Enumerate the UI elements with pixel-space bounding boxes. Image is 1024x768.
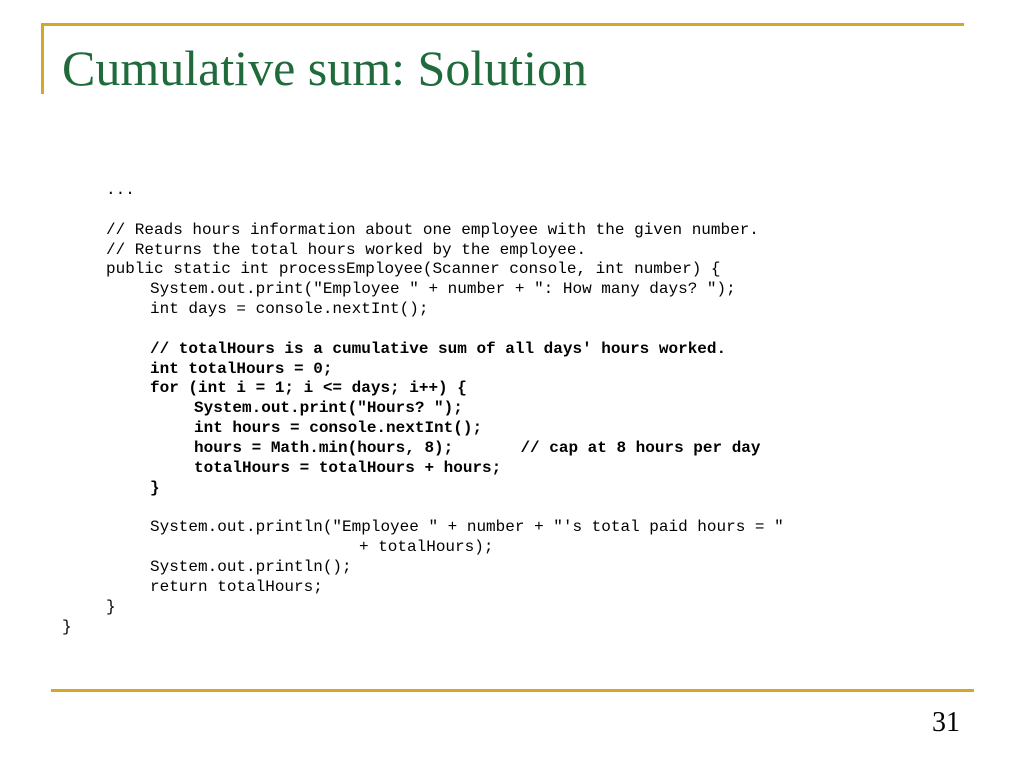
code-line: System.out.print("Employee " + number + ": How many days? "); [150,280,736,299]
code-line: public static int processEmployee(Scanner console, int number) { [106,260,721,279]
code-line: int days = console.nextInt(); [150,300,429,319]
code-line [62,320,784,340]
code-line-highlighted: System.out.print("Hours? "); [194,399,463,418]
code-line: // Reads hours information about one employee with the given number. [106,220,759,239]
code-line-highlighted: int totalHours = 0; [150,359,333,378]
code-line: return totalHours; [150,577,323,596]
code-line: } [62,617,72,636]
left-accent-rule [41,23,44,94]
code-line: // Returns the total hours worked by the employee. [106,240,587,259]
page-number: 31 [932,707,960,738]
code-line-highlighted: for (int i = 1; i <= days; i++) { [150,379,467,398]
footer-accent-rule [51,689,974,692]
code-line-highlighted: int hours = console.nextInt(); [194,419,483,438]
code-line: ... [106,181,135,199]
code-line-highlighted: hours = Math.min(hours, 8); // cap at 8 hours per day [194,438,761,457]
code-line-highlighted: // totalHours is a cumulative sum of all days' hours worked. [150,339,727,358]
code-line: } [106,597,116,616]
code-line-highlighted: totalHours = totalHours + hours; [194,458,502,477]
code-line [62,201,784,221]
code-line-highlighted: } [150,478,160,497]
code-line: + totalHours); [359,538,494,557]
code-line: System.out.println(); [150,558,352,577]
code-block [62,181,784,637]
code-line [62,499,784,519]
code-line: System.out.println("Employee " + number + "'s total paid hours = " [150,518,784,537]
top-accent-rule [41,23,964,26]
slide-title: Cumulative sum: Solution [62,40,588,96]
